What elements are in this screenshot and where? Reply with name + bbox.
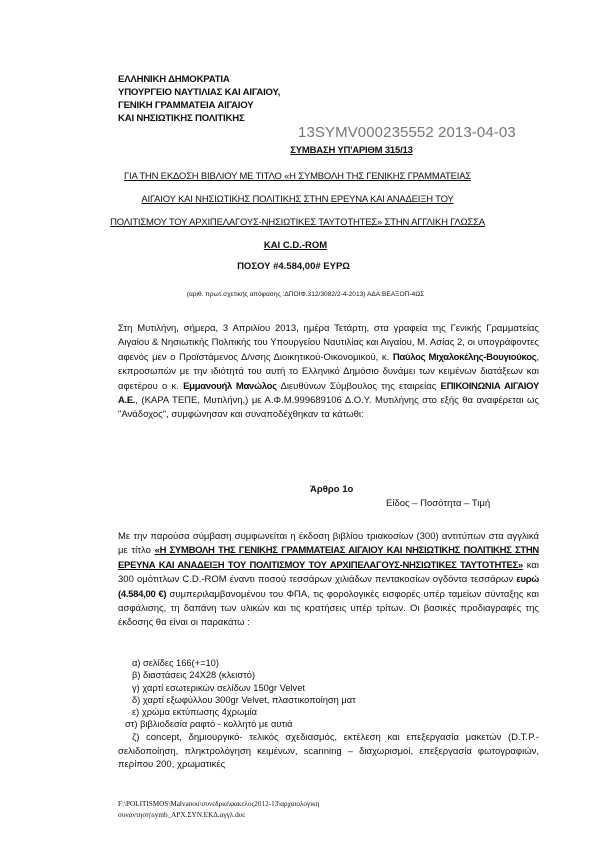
footer-line: F:\POLITISMOS\Malvanou\συνεδρια\φακελος2012-13\αρχαιολογικη <box>118 800 320 808</box>
list-item: στ) βιβλιοδεσία ραφτό - κολλητό με αυτιά <box>125 719 293 730</box>
header-line: ΕΛΛΗΝΙΚΗ ΔΗΜΟΚΡΑΤΙΑ <box>118 74 230 85</box>
title-line: ΚΑΙ C.D.-ROM <box>263 240 328 251</box>
contractor-name: Εμμανουήλ Μανώλος <box>183 380 277 392</box>
body-text: συμπεριλαμβανομένου του ΦΠΑ, τις φορολογικές εισφορές υπέρ ταμείων σύνταξης και ασφάλισης, τη δαπάνη των υλικών και τις κρατήσεις υπέρ τρίτων. Οι βασικές προδιαγραφές της έκδοσης θα είναι οι παρακάτω : <box>118 588 539 629</box>
intro-text: , εκπροσωπών με την ιδιότητά του αυτή το Ελληνικό Δημόσιο δυνάμει των κειμένων διατάξεων και αφετέρου ο κ. <box>118 351 539 392</box>
list-item: ζ) concept, δημιουργικό- τελικός σχεδιασμός, εκτέλεση και επεξεργασία μακετών (D.T.P.-σελιδοποίηση, πληκτρολόγηση κειμένων, scanning – διαχωρισμοί, επεξεργασία φωτογραφιών, περίπου 200, χρωματικές <box>118 732 539 771</box>
title-line: ΓΙΑ ΤΗΝ ΕΚΔΟΣΗ ΒΙΒΛΙΟΥ ΜΕ ΤΙΤΛΟ «Η ΣΥΜΒΟΛΗ ΤΗΣ ΓΕΝΙΚΗΣ ΓΡΑΜΜΑΤΕΙΑΣ <box>123 171 472 182</box>
body-text: Με την παρούσα σύμβαση συμφωνείται η έκδοση βιβλίου τριακοσίων (300) αντιτύπων στα αγγλικά με τίτλο <box>118 531 539 557</box>
amount-text: ευρώ (4.584,00 €) <box>118 574 539 600</box>
intro-paragraph <box>118 322 539 423</box>
intro-text: , (ΚΑΡΑ ΤΕΠΕ, Μυτιλήνη,) με Α.Φ.Μ.999689106 Δ.Ο.Υ. Μυτιλήνης στο εξής θα αναφέρεται ως "Ανάδοχος", συμφώνησαν και συναποδέχθηκαν τα κάτωθι: <box>118 395 539 421</box>
specs-list <box>118 657 539 731</box>
footer-line: συναντηση\symb_ΑΡΧ.ΣΥΝ.ΕΚΔ.αγγλ.doc <box>118 811 246 819</box>
list-item: ε) χρώμα εκτύπωσης 4χρωμία <box>132 707 258 718</box>
article-subtitle: Είδος – Ποσότητα – Τιμή <box>386 498 491 509</box>
file-path-footer <box>118 799 320 821</box>
registry-stamp: 13SYMV000235552 2013-04-03 <box>298 124 516 141</box>
decision-reference: (αριθ. πρωτ.σχετικής απόφασης :ΔΠΟΙΦ.312/3082/2-4-2013) ΑΔΑ:ΒΕΑΞΟΠ-4ΩΣ <box>186 291 425 298</box>
intro-text: Διευθύνων Σύμβουλος της εταιρείας <box>276 380 441 392</box>
intro-text: Στη Μυτιλήνη, σήμερα, 3 Απριλίου 2013, ημέρα Τετάρτη, στα γραφεία της Γενικής Γραμματείας Αιγαίου & Νησιωτικής Πολιτικής του Υπουργείου Ναυτιλίας και Αιγαίου, Μ. Ασίας 2, οι υπογράφοντες αφενός μεν ο Προϊστάμενος Δ/νσης Διοικητικού-Οικονομικού, κ. <box>118 323 539 363</box>
article-number: Άρθρο 1ο <box>310 484 354 495</box>
list-item: δ) χαρτί εξωφύλλου 300gr Velvet, πλαστικοποίηση ματ <box>132 694 356 705</box>
list-item: γ) χαρτί εσωτερικών σελίδων 150gr Velvet <box>132 682 305 693</box>
book-title: «Η ΣΥΜΒΟΛΗ ΤΗΣ ΓΕΝΙΚΗΣ ΓΡΑΜΜΑΤΕΙΑΣ ΑΙΓΑΙΟΥ ΚΑΙ ΝΗΣΙΩΤΙΚΗΣ ΠΟΛΙΤΙΚΗΣ ΣΤΗΝ ΕΡΕΥΝΑ ΚΑΙ ΑΝΑΔΕΙΞΗ ΤΟΥ ΠΟΛΙΤΙΣΜΟΥ ΤΟΥ ΑΡΧΙΠΕΛΑΓΟΥΣ-ΝΗΣΙΩΤΙΚΕΣ ΤΑΥΤΟΤΗΤΕΣ» <box>118 545 539 571</box>
header-line: ΚΑΙ ΝΗΣΙΩΤΙΚΗΣ ΠΟΛΙΤΙΚΗΣ <box>118 113 245 124</box>
title-line: ΑΙΓΑΙΟΥ ΚΑΙ ΝΗΣΙΩΤΙΚΗΣ ΠΟΛΙΤΙΚΗΣ ΣΤΗΝ ΕΡΕΥΝΑ ΚΑΙ ΑΝΑΔΕΙΞΗ ΤΟΥ <box>141 194 454 205</box>
header-line: ΥΠΟΥΡΓΕΙΟ ΝΑΥΤΙΛΙΑΣ ΚΑΙ ΑΙΓΑΙΟΥ, <box>118 87 281 98</box>
contract-number: ΣΥΜΒΑΣΗ ΥΠ'ΑΡΙΘΜ 315/13 <box>290 145 413 156</box>
article-body <box>118 530 539 631</box>
contract-amount: ΠΟΣΟΥ #4.584,00# ΕΥΡΩ <box>237 261 350 272</box>
body-text: και 300 ομότιτλων C.D.-ROM έναντι ποσού τεσσάρων χιλιάδων πεντακοσίων ογδόντα τεσσάρων <box>118 559 539 586</box>
title-line: ΠΟΛΙΤΙΣΜΟΥ ΤΟΥ ΑΡΧΙΠΕΛΑΓΟΥΣ-ΝΗΣΙΩΤΙΚΕΣ ΤΑΥΤΟΤΗΤΕΣ» ΣΤΗΝ ΑΓΓΛΙΚΗ ΓΛΩΣΣΑ <box>110 217 485 228</box>
issuer-header <box>118 73 280 125</box>
company-name: ΕΠΙΚΟΙΝΩΝΙΑ ΑΙΓΑΙΟΥ Α.Ε. <box>118 380 539 407</box>
list-item: β) διαστάσεις 24Χ28 (κλειστό) <box>132 670 256 681</box>
list-item: α) σελίδες 166(+=10) <box>132 658 219 668</box>
header-line: ΓΕΝΙΚΗ ΓΡΑΜΜΑΤΕΙΑ ΑΙΓΑΙΟΥ <box>118 100 254 111</box>
official-name: Παύλος Μιχαλοκέλης-Βουγιούκος <box>392 351 537 363</box>
